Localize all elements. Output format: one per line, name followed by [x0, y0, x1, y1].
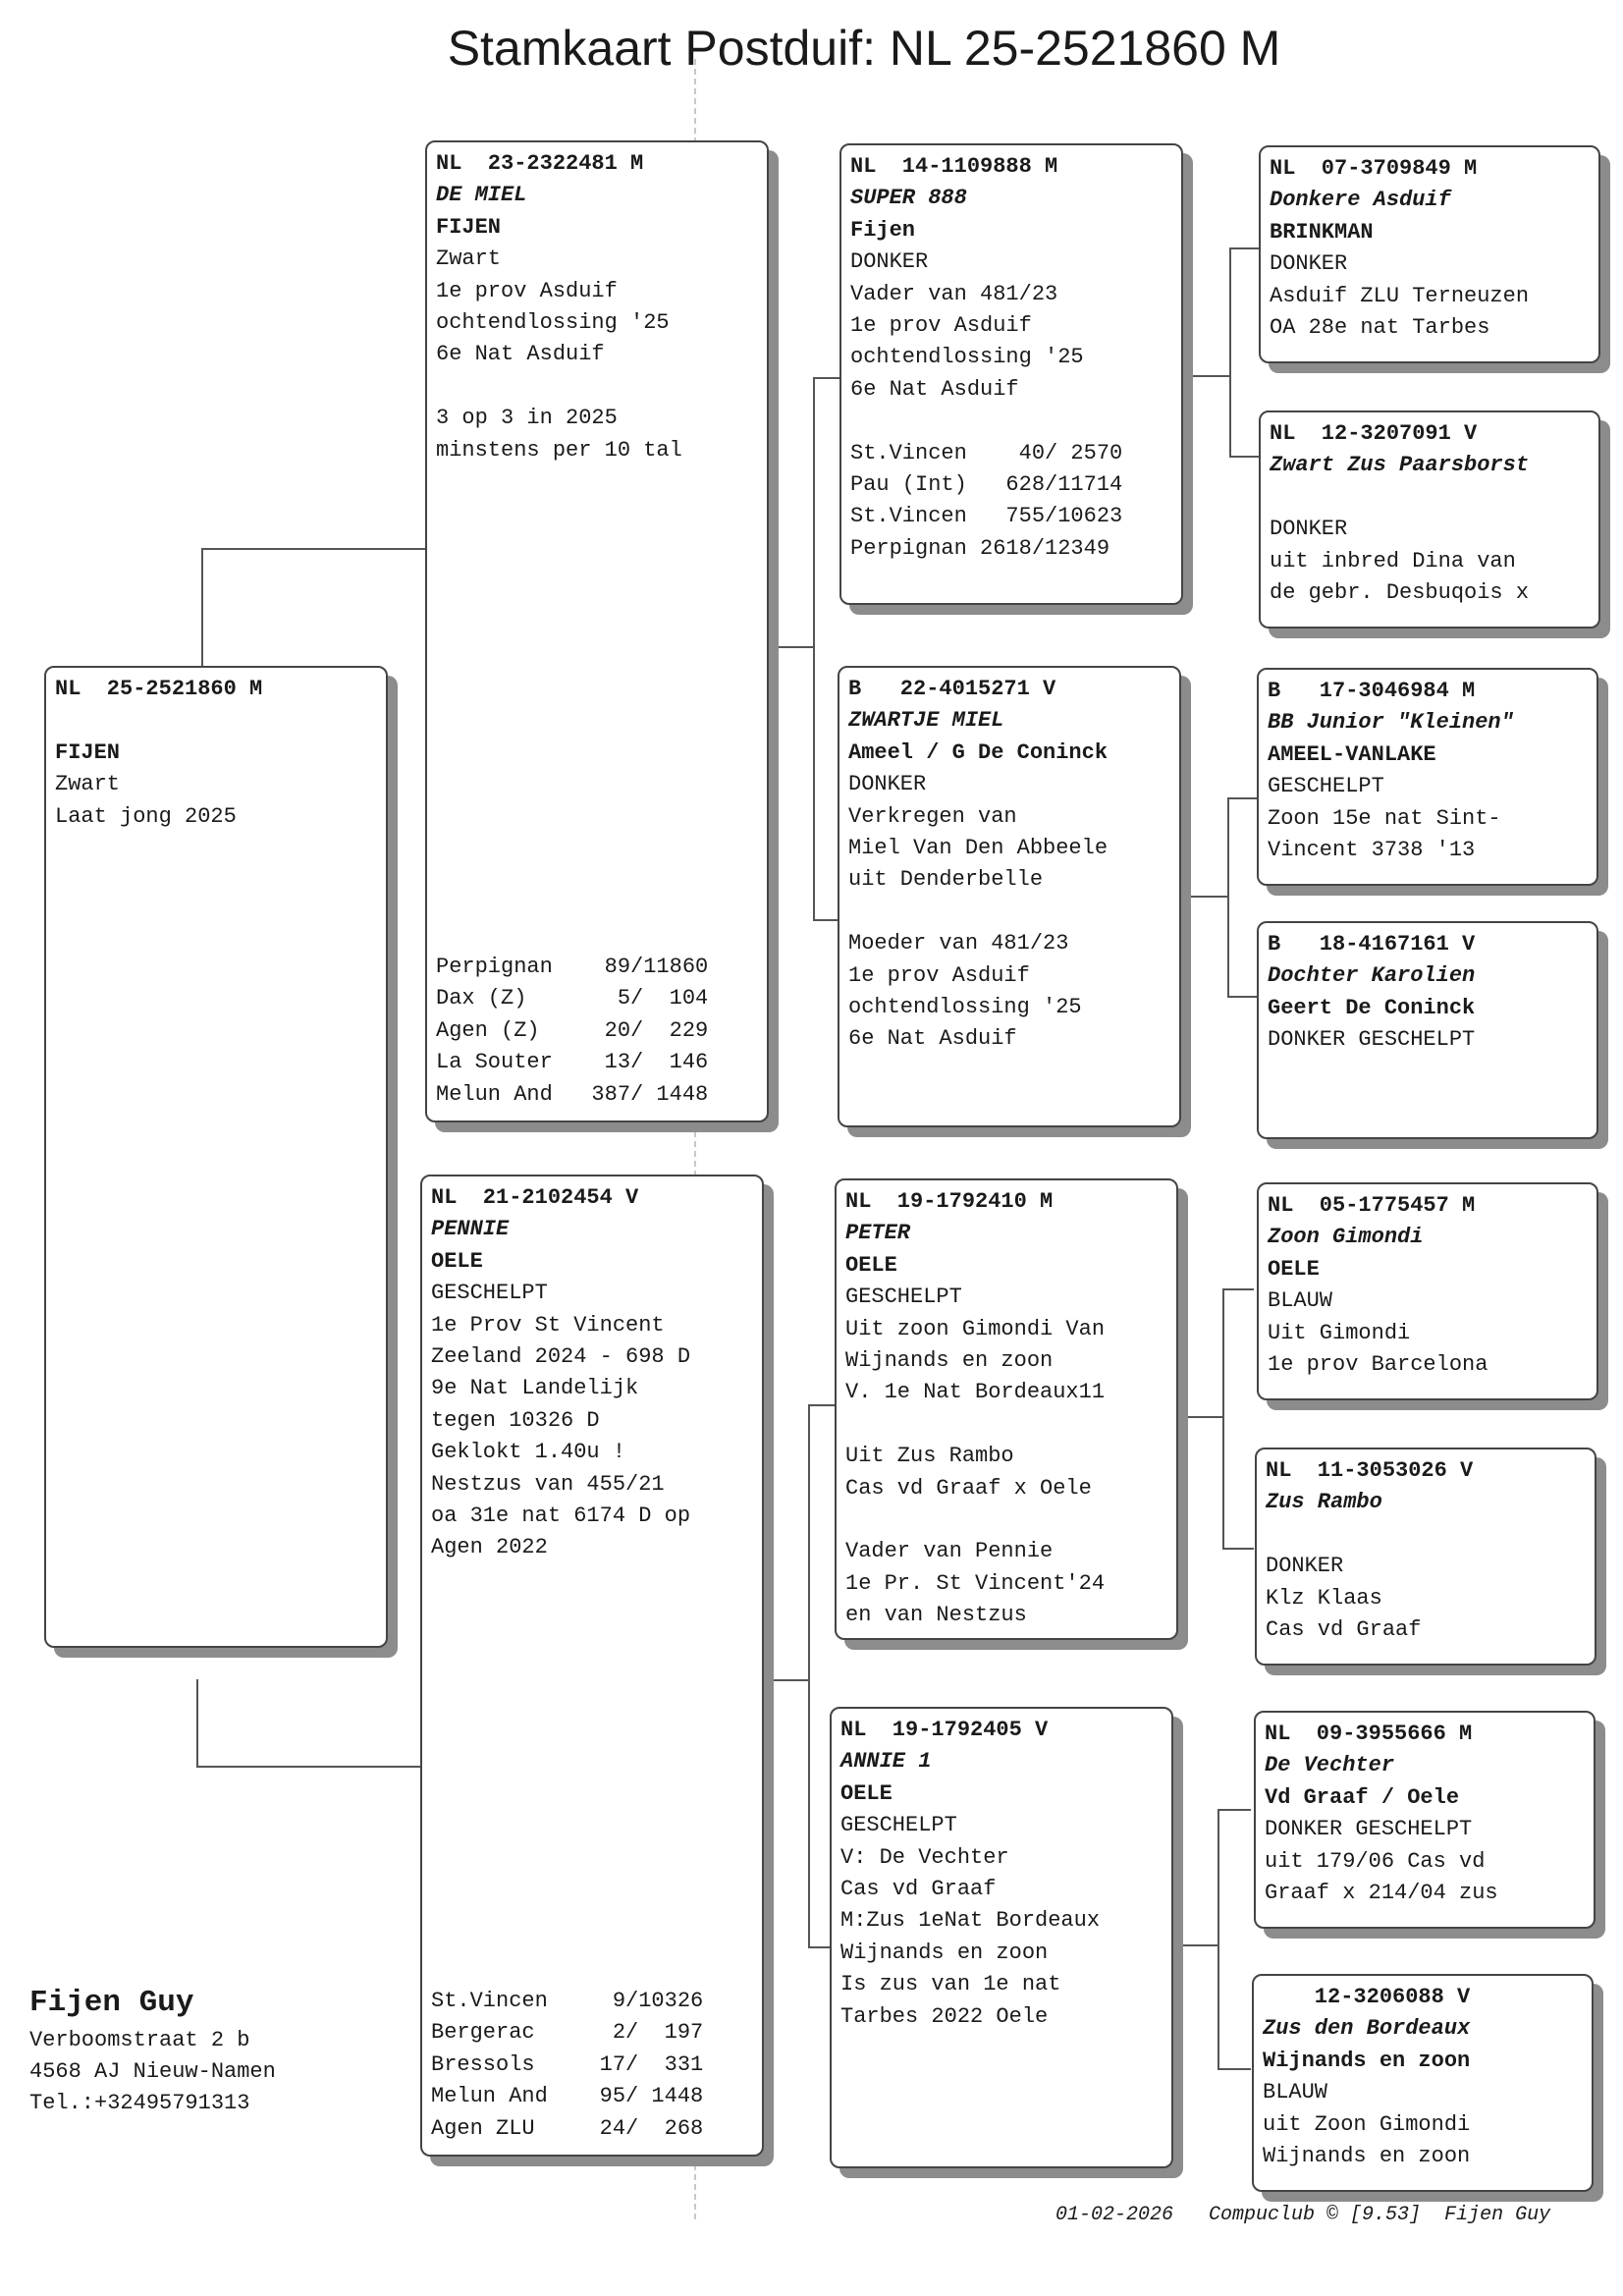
info-line [845, 1409, 1170, 1441]
race-results [436, 952, 761, 1111]
info-line: uit Denderbelle [848, 867, 1044, 893]
info-line: Laat jong 2025 [55, 803, 237, 829]
info-line: Zwart [436, 246, 502, 272]
info-line: ochtendlossing '25 [436, 310, 670, 336]
info-line: St.Vincen 755/10623 [850, 504, 1123, 529]
info-line: DONKER [1270, 517, 1348, 542]
info-line: BLAUW [1268, 1288, 1333, 1314]
pigeon-name: De Vechter [1265, 1753, 1395, 1778]
info-line: DONKER [850, 249, 929, 275]
info-line: minstens per 10 tal [436, 437, 682, 463]
breeder: Geert De Coninck [1268, 995, 1476, 1020]
info-line: 1e prov Asduif [848, 962, 1030, 988]
pigeon-card-subject [44, 666, 388, 1648]
ring-number: NL 12-3207091 V [1270, 421, 1478, 446]
info-line: Moeder van 481/23 [848, 931, 1069, 957]
breeder: FIJEN [55, 739, 121, 765]
owner-name: Fijen Guy [29, 1986, 194, 2020]
result-line: St.Vincen 9/10326 [431, 1988, 704, 2013]
ring-number: NL 14-1109888 M [850, 154, 1058, 179]
result-line: Perpignan 89/11860 [436, 954, 709, 979]
info-line: Vader van 481/23 [850, 281, 1058, 306]
connector [196, 1679, 427, 1768]
info-line: Asduif ZLU Terneuzen [1270, 283, 1530, 308]
ring-number: NL 11-3053026 V [1266, 1458, 1474, 1483]
pigeon-card-mother [420, 1175, 764, 2157]
info-line: DONKER [848, 772, 927, 797]
pigeon-card-ff [839, 143, 1183, 605]
connector [1185, 896, 1227, 898]
breeder: Fijen [850, 217, 916, 243]
info-line: Uit zoon Gimondi Van [845, 1316, 1106, 1341]
result-line: La Souter 13/ 146 [436, 1050, 709, 1075]
info-line: Vincent 3738 '13 [1268, 838, 1476, 863]
breeder: OELE [1268, 1256, 1320, 1282]
info-line: Klz Klaas [1266, 1585, 1382, 1611]
result-line: Bressols 17/ 331 [431, 2051, 704, 2077]
info-line: OA 28e nat Tarbes [1270, 315, 1490, 341]
info-line [850, 406, 1175, 437]
ring-number: B 17-3046984 M [1268, 679, 1476, 703]
info-line: 1e prov Asduif [436, 278, 618, 303]
pigeon-name: PETER [845, 1221, 911, 1246]
page-title: Stamkaart Postduif: NL 25-2521860 M [447, 21, 1281, 76]
breeder: Ameel / G De Coninck [848, 739, 1109, 765]
info-line: GESCHELPT [840, 1813, 957, 1838]
info-line: Wijnands en zoon [1263, 2144, 1471, 2169]
info-line: 3 op 3 in 2025 [436, 406, 618, 431]
breeder: AMEEL-VANLAKE [1268, 741, 1436, 767]
info-line: V. 1e Nat Bordeaux11 [845, 1380, 1106, 1405]
pigeon-card-fff [1259, 145, 1600, 363]
info-line: Zoon 15e nat Sint- [1268, 805, 1501, 831]
owner-address: Verboomstraat 2 b [29, 2028, 250, 2052]
info-line: Vader van Pennie [845, 1539, 1054, 1564]
pigeon-name: Donkere Asduif [1270, 188, 1451, 213]
owner-info [29, 1982, 276, 2119]
pigeon-name: Zus den Bordeaux [1263, 2016, 1471, 2042]
result-line: Bergerac 2/ 197 [431, 2020, 704, 2046]
info-line: 6e Nat Asduif [436, 342, 605, 367]
info-line: Perpignan 2618/12349 [850, 535, 1110, 561]
pigeon-name: Zus Rambo [1266, 1490, 1382, 1515]
info-line: Cas vd Graaf [1266, 1617, 1422, 1643]
info-line: Miel Van Den Abbeele [848, 836, 1109, 861]
breeder: OELE [431, 1248, 483, 1274]
ring-number: B 22-4015271 V [848, 677, 1056, 701]
info-line: de gebr. Desbuqois x [1270, 580, 1530, 606]
breeder [1266, 1519, 1589, 1551]
connector [201, 548, 427, 668]
connector [1217, 1809, 1251, 2070]
pigeon-card-mff [1257, 1182, 1598, 1400]
info-line: Nestzus van 455/21 [431, 1471, 665, 1497]
footer-info: 01-02-2026 Compuclub © [9.53] Fijen Guy [1055, 2204, 1551, 2226]
breeder: BRINKMAN [1270, 219, 1374, 245]
connector [761, 1679, 808, 1681]
info-line: Geklokt 1.40u ! [431, 1440, 626, 1465]
info-line: Cas vd Graaf [840, 1877, 997, 1902]
info-line: Pau (Int) 628/11714 [850, 472, 1123, 498]
pigeon-name: Zwart Zus Paarsborst [1270, 453, 1530, 478]
info-line: DONKER GESCHELPT [1268, 1027, 1476, 1053]
info-line: Graaf x 214/04 zus [1265, 1881, 1498, 1906]
pigeon-card-fm [838, 666, 1181, 1127]
pigeon-name: Zoon Gimondi [1268, 1225, 1424, 1250]
ring-number: NL 07-3709849 M [1270, 156, 1478, 181]
info-line: 9e Nat Landelijk [431, 1376, 639, 1401]
info-line: oa 31e nat 6174 D op [431, 1503, 691, 1529]
info-line: 1e Prov St Vincent [431, 1312, 665, 1338]
info-line: 6e Nat Asduif [848, 1026, 1017, 1052]
info-line: Zeeland 2024 - 698 D [431, 1344, 691, 1370]
breeder: OELE [840, 1780, 893, 1806]
connector [766, 646, 813, 648]
pigeon-card-mmf [1254, 1711, 1596, 1929]
pigeon-name: ZWARTJE MIEL [848, 708, 1004, 734]
info-line: St.Vincen 40/ 2570 [850, 440, 1123, 465]
breeder: Vd Graaf / Oele [1265, 1784, 1460, 1810]
info-line: ochtendlossing '25 [848, 995, 1082, 1020]
info-line: M:Zus 1eNat Bordeaux [840, 1908, 1101, 1934]
info-line: DONKER [1270, 251, 1348, 277]
ring-number: NL 25-2521860 M [55, 677, 263, 701]
info-line: Tarbes 2022 Oele [840, 2003, 1049, 2029]
pigeon-card-father [425, 140, 769, 1122]
info-line: 1e prov Asduif [850, 313, 1032, 339]
info-line [845, 1504, 1170, 1536]
ring-number: NL 09-3955666 M [1265, 1722, 1473, 1746]
connector [1185, 375, 1229, 377]
info-line: Agen 2022 [431, 1535, 548, 1560]
pigeon-card-fmm [1257, 921, 1598, 1139]
info-line: Wijnands en zoon [845, 1348, 1054, 1374]
pigeon-name: PENNIE [431, 1217, 510, 1242]
ring-number: NL 23-2322481 M [436, 151, 644, 176]
info-line: ochtendlossing '25 [850, 345, 1084, 370]
result-line: Dax (Z) 5/ 104 [436, 986, 709, 1011]
ring-number: NL 21-2102454 V [431, 1185, 639, 1210]
pigeon-card-mmm [1252, 1974, 1594, 2192]
info-line: GESCHELPT [845, 1285, 962, 1310]
pigeon-name: DE MIEL [436, 183, 527, 208]
connector [1229, 247, 1261, 458]
info-line: 1e Pr. St Vincent'24 [845, 1570, 1106, 1596]
breeder: Wijnands en zoon [1263, 2048, 1471, 2073]
pigeon-card-mm [830, 1707, 1173, 2168]
connector [1178, 1416, 1222, 1418]
owner-phone: Tel.:+32495791313 [29, 2091, 250, 2115]
connector [1222, 1288, 1254, 1550]
info-line: 6e Nat Asduif [850, 376, 1019, 402]
result-line: Melun And 387/ 1448 [436, 1081, 709, 1107]
breeder: OELE [845, 1252, 897, 1278]
info-line: V: De Vechter [840, 1844, 1009, 1870]
info-line: DONKER [1266, 1554, 1344, 1579]
info-line: uit 179/06 Cas vd [1265, 1848, 1486, 1874]
result-line: Agen ZLU 24/ 268 [431, 2115, 704, 2141]
spacer [55, 705, 380, 737]
pigeon-card-ffm [1259, 410, 1600, 629]
info-line: Zwart [55, 772, 121, 797]
info-line: uit inbred Dina van [1270, 548, 1516, 574]
info-line: tegen 10326 D [431, 1407, 600, 1433]
info-line: BLAUW [1263, 2080, 1328, 2105]
result-line: Agen (Z) 20/ 229 [436, 1017, 709, 1043]
info-line: Verkregen van [848, 803, 1017, 829]
breeder: FIJEN [436, 214, 502, 240]
info-line [436, 371, 761, 403]
info-line: Is zus van 1e nat [840, 1972, 1061, 1997]
info-line: Wijnands en zoon [840, 1940, 1049, 1965]
connector [1176, 1944, 1217, 1946]
ring-number: NL 19-1792410 M [845, 1189, 1054, 1214]
info-line [848, 897, 1173, 928]
info-line: Uit Zus Rambo [845, 1444, 1014, 1469]
info-line: Uit Gimondi [1268, 1320, 1411, 1345]
info-line: GESCHELPT [431, 1281, 548, 1306]
ring-number: NL 05-1775457 M [1268, 1193, 1476, 1218]
ring-number: NL 19-1792405 V [840, 1718, 1049, 1742]
pigeon-card-mf [835, 1178, 1178, 1640]
info-line: GESCHELPT [1268, 774, 1384, 799]
race-results [431, 1986, 756, 2145]
ring-number: 12-3206088 V [1263, 1985, 1471, 2009]
pigeon-name: ANNIE 1 [840, 1749, 932, 1775]
pigeon-card-fmf [1257, 668, 1598, 886]
pigeon-name: SUPER 888 [850, 186, 967, 211]
pigeon-name: Dochter Karolien [1268, 963, 1476, 989]
info-line: DONKER GESCHELPT [1265, 1817, 1473, 1842]
breeder [1270, 482, 1593, 514]
pigeon-name: BB Junior "Kleinen" [1268, 710, 1514, 736]
ring-number: B 18-4167161 V [1268, 932, 1476, 957]
info-line: en van Nestzus [845, 1603, 1027, 1628]
info-line: Cas vd Graaf x Oele [845, 1475, 1092, 1501]
owner-city: 4568 AJ Nieuw-Namen [29, 2059, 276, 2084]
info-line: 1e prov Barcelona [1268, 1352, 1488, 1378]
result-line: Melun And 95/ 1448 [431, 2084, 704, 2109]
info-line: uit Zoon Gimondi [1263, 2111, 1471, 2137]
pigeon-card-mfm [1255, 1448, 1596, 1666]
connector [1227, 797, 1259, 998]
